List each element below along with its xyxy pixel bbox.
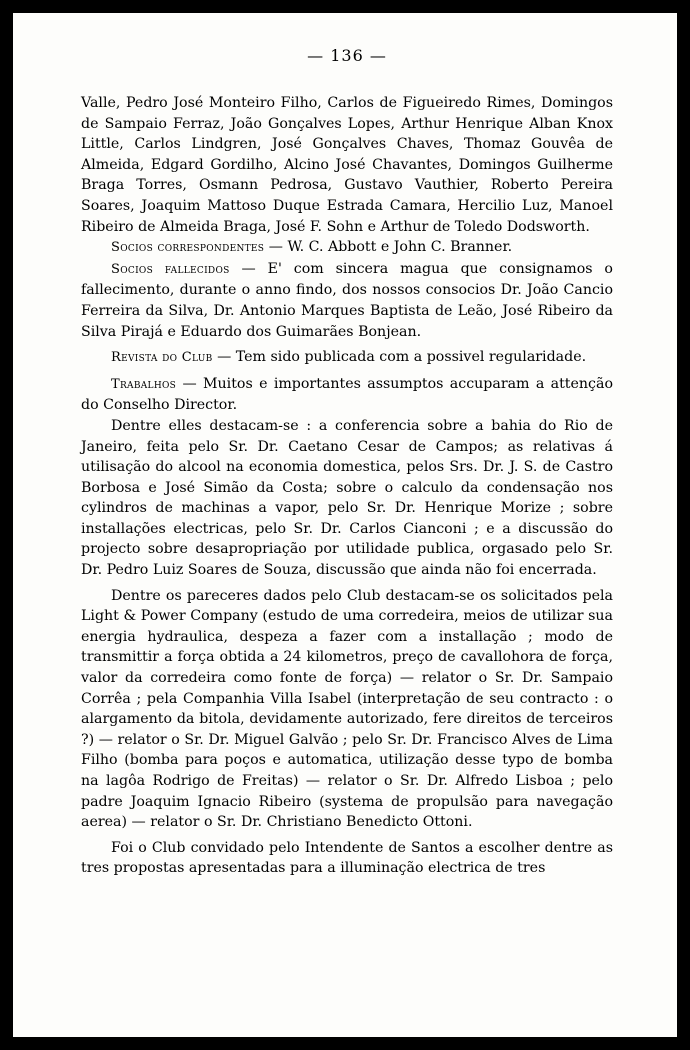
section-heading: Revista do Club xyxy=(111,350,213,366)
paragraph-text: Dentre os pareceres dados pelo Club destacam-se os solicitados pela Light & Power Company (estudo de uma corredeira, meios de utilizar sua energia hydraulica, despeza a fazer com a installação ; modo de transmittir a força obtida a 24 kilometros, preço de cavallohora de força, valor da corredeira como fonte de força) — relator o Sr. Dr. Sampaio Corrêa ; pela Companhia Villa Isabel (interpretação de seu contracto : o alargamento da bitola, devidamente autorizado, fere direitos de terceiros ?) — relator o Sr. Dr. Miguel Galvão ; pelo Sr. Dr. Francisco Alves de Lima Filho (bomba para poços e automatica, utilização desse typo de bomba na lagôa Rodrigo de Freitas) — relator o Sr. Dr. Alfredo Lisboa ; pelo padre Joaquim Ignacio Ribeiro (systema de propulsão para navegação aerea) — relator o Sr. Dr. Christiano Benedicto Ottoni. xyxy=(81,587,613,831)
paragraph-opinions xyxy=(81,586,613,833)
paragraph-corresponding-members xyxy=(81,237,613,259)
body-text xyxy=(81,93,613,879)
paragraph-text: — Tem sido publicada com a possivel regularidade. xyxy=(212,349,587,366)
paragraph-text: — W. C. Abbott e John C. Branner. xyxy=(264,239,513,256)
paragraph-deceased-members xyxy=(81,259,613,342)
paragraph-conferences xyxy=(81,416,613,581)
paragraph-text: — E' com sincera magua que consignamos o fallecimento, durante o anno findo, dos nossos consocios Dr. João Cancio Ferreira da Silva, Dr. Antonio Marques Baptista de Leão, José Ribeiro da Silva Pirajá e Eduardo dos Guimarães Bonjean. xyxy=(81,260,613,340)
paragraph-text: Valle, Pedro José Monteiro Filho, Carlos de Figueiredo Rimes, Domingos de Sampaio Ferraz, João Gonçalves Lopes, Arthur Henrique Alban Knox Little, Carlos Lindgren, José Gonçalves Chaves, Thomaz Gouvêa de Almeida, Edgard Gordilho, Alcino José Chavantes, Domingos Guilherme Braga Torres, Osmann Pedrosa, Gustavo Vauthier, Roberto Pereira Soares, Joaquim Mattoso Duque Estrada Camara, Hercilio Luz, Manoel Ribeiro de Almeida Braga, José F. Sohn e Arthur de Toledo Dodsworth. xyxy=(81,95,613,235)
paragraph-club-magazine xyxy=(81,347,613,369)
paragraph-works xyxy=(81,374,613,416)
paragraph-text: Foi o Club convidado pelo Intendente de Santos a escolher dentre as tres propostas apresentadas para a illuminação electrica de tres xyxy=(81,839,613,877)
page-number: — 136 — xyxy=(307,46,387,65)
paragraph-members-list xyxy=(81,93,613,237)
document-page xyxy=(13,13,677,1037)
section-heading: Socios correspondentes xyxy=(111,240,265,256)
paragraph-text: — Muitos e importantes assumptos accuparam a attenção do Conselho Director. xyxy=(81,375,613,414)
section-heading: Trabalhos xyxy=(111,376,177,392)
paragraph-text: Dentre elles destacam-se : a conferencia sobre a bahia do Rio de Janeiro, feita pelo Sr. Dr. Caetano Cesar de Campos; as relativas á utilisação do alcool na economia domestica, pelos Srs. Dr. J. S. de Castro Borbosa e José Simão da Costa; sobre o calculo da condensação nos cylindros de machinas a vapor, pelo Sr. Dr. Henrique Morize ; sobre installações electricas, pelo Sr. Dr. Carlos Cianconi ; e a discussão do projecto sobre desapropriação por utilidade publica, orgasado pelo Sr. Dr. Pedro Luiz Soares de Souza, discussão que ainda não foi encerrada. xyxy=(81,417,613,579)
paragraph-santos-invitation xyxy=(81,838,613,879)
section-heading: Socios fallecidos xyxy=(111,261,230,277)
